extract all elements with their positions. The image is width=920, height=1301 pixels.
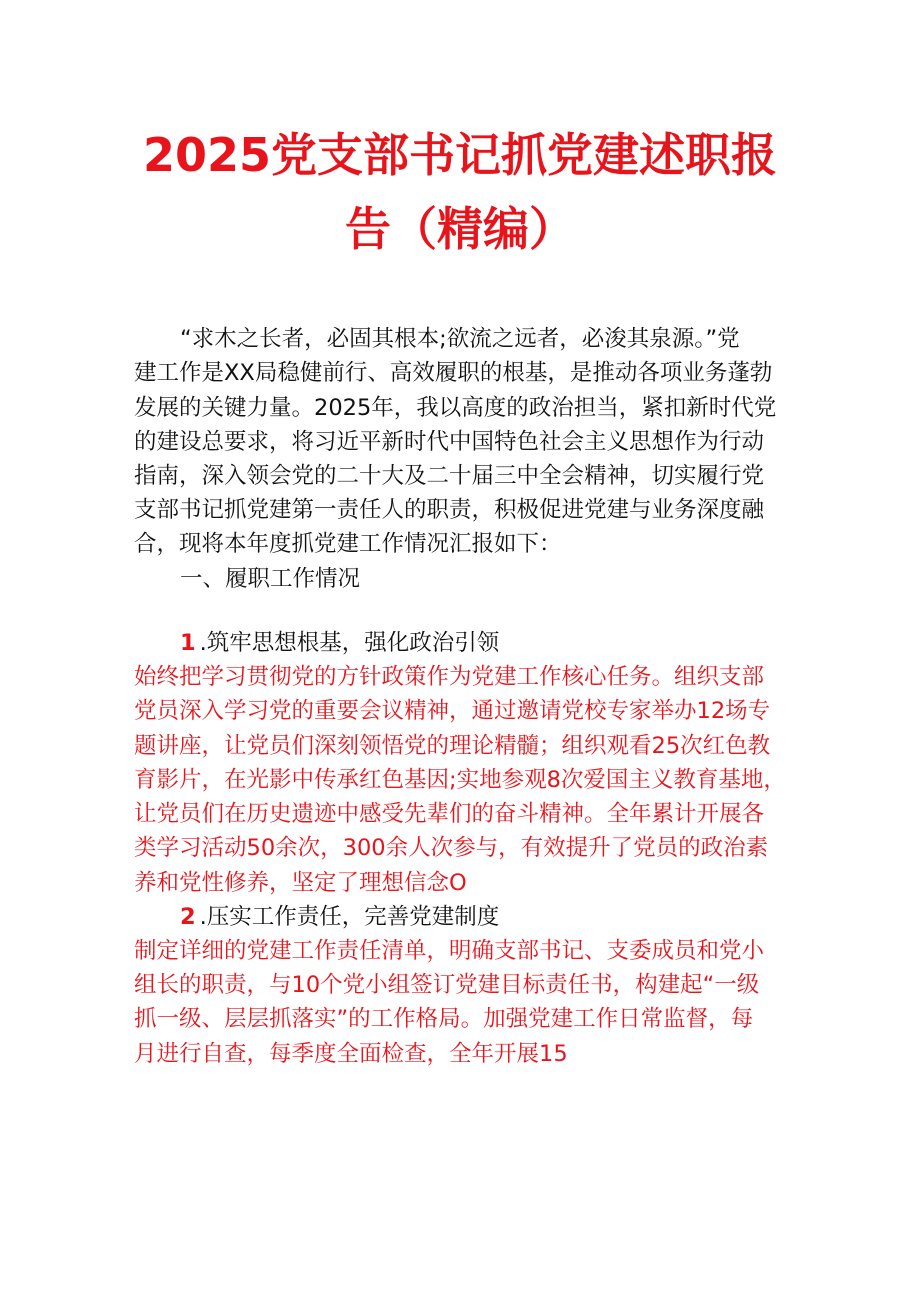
subsection-1-line: 题讲座，让党员们深刻领悟党的理论精髓；组织观看25次红色教 (134, 733, 771, 759)
subsection-2-line: 月进行自查，每季度全面检查，全年开展15 (134, 1041, 568, 1067)
subsection-1-line: 育影片，在光影中传承红色基因;实地参观8次爱国主义教育基地， (134, 767, 786, 793)
subsection-1-heading (180, 627, 794, 659)
subsection-1-line: 类学习活动50余次，300余人次参与，有效提升了党员的政治素 (134, 835, 769, 861)
intro-line: 指南，深入领会党的二十大及二十届三中全会精神，切实履行党 (134, 463, 765, 489)
intro-line: 合，现将本年度抓党建工作情况汇报如下： (134, 531, 562, 557)
subsection-2-line: 制定详细的党建工作责任清单，明确支部书记、支委成员和党小 (134, 938, 765, 964)
subsection-1-title: .筑牢思想根基，强化政治引领 (199, 630, 500, 656)
subsection-1-line: 养和党性修养，坚定了理想信念O (134, 870, 467, 896)
subsection-2-line: 抓一级、层层抓落实”的工作格局。加强党建工作日常监督，每 (134, 1006, 754, 1032)
intro-line: 发展的关键力量。2025年，我以高度的政治担当，紧扣新时代党 (134, 395, 777, 421)
subsection-2-line: 组长的职责，与10个党小组签订党建目标责任书，构建起“一级 (134, 972, 760, 998)
intro-line: 建工作是XX局稳健前行、高效履职的根基，是推动各项业务蓬勃 (134, 360, 773, 386)
document-title-line-2: 告（精编） (345, 202, 575, 256)
subsection-1-number: 1 (180, 630, 196, 656)
subsection-1-line: 始终把学习贯彻党的方针政策作为党建工作核心任务。组织支部 (134, 664, 765, 690)
intro-line: 的建设总要求，将习近平新时代中国特色社会主义思想作为行动 (134, 429, 765, 455)
section-heading: 一、履职工作情况 (180, 566, 361, 592)
intro-line: “求木之长者，必固其根本;欲流之远者，必浚其泉源。”党 (180, 326, 740, 352)
subsection-2-heading (180, 901, 794, 933)
subsection-1-line: 让党员们在历史遗迹中感受先辈们的奋斗精神。全年累计开展各 (134, 801, 765, 827)
document-title-line-1: 2025党支部书记抓党建述职报 (142, 128, 778, 182)
intro-line: 支部书记抓党建第一责任人的职责，积极促进党建与业务深度融 (134, 497, 765, 523)
subsection-1-line: 党员深入学习党的重要会议精神，通过邀请党校专家举办12场专 (134, 698, 771, 724)
subsection-2-number: 2 (180, 904, 196, 930)
subsection-2-title: .压实工作责任，完善党建制度 (199, 904, 500, 930)
